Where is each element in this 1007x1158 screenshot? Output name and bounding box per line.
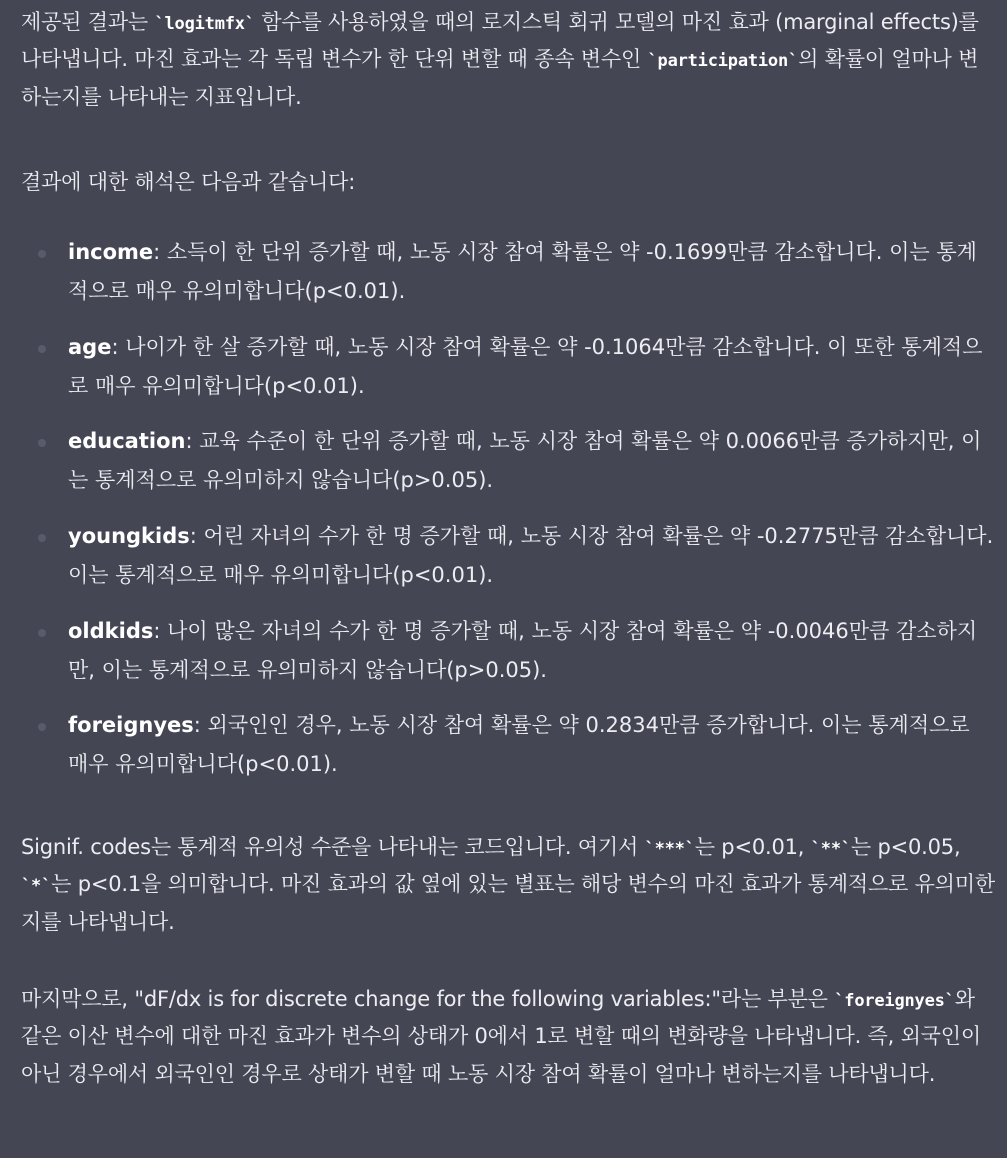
signif-codes-paragraph bbox=[21, 829, 996, 941]
intro-text-1: 제공된 결과는 bbox=[21, 10, 155, 34]
list-item-term: oldkids bbox=[68, 618, 154, 643]
list-item bbox=[21, 422, 996, 500]
list-item-term: age bbox=[68, 334, 112, 359]
bullet-icon bbox=[38, 439, 46, 447]
inline-code-three-stars: ` *** ` bbox=[645, 839, 695, 859]
signif-text-3: 는 p<0.05, bbox=[850, 835, 961, 859]
inline-code-one-star: ` * ` bbox=[21, 876, 51, 896]
list-item-text: : 교육 수준이 한 단위 증가할 때, 노동 시장 참여 확률은 약 0.0066만큼 증가하지만, 이는 통계적으로 유의미하지 않습니다(p>0.05). bbox=[68, 429, 982, 493]
final-paragraph bbox=[21, 981, 996, 1093]
list-item-term: youngkids bbox=[68, 524, 190, 549]
list-item bbox=[21, 612, 996, 690]
bullet-icon bbox=[38, 723, 46, 731]
list-item-text: : 소득이 한 단위 증가할 때, 노동 시장 참여 확률은 약 -0.1699만큼 감소합니다. 이는 통계적으로 매우 유의미합니다(p<0.01). bbox=[68, 240, 977, 303]
final-text-1: 마지막으로, "dF/dx is for discrete change for the following variables:"라는 부분은 bbox=[21, 987, 835, 1011]
list-item-term: income bbox=[68, 240, 154, 264]
signif-text-1: Signif. codes는 통계적 유의성 수준을 나타내는 코드입니다. 여기서 bbox=[21, 835, 645, 859]
list-item bbox=[21, 706, 996, 784]
list-item bbox=[21, 233, 996, 311]
intro-text-3: 의 확률이 얼마나 변하는지를 나타내는 지표입니다. bbox=[21, 47, 979, 109]
list-item-text: : 나이 많은 자녀의 수가 한 명 증가할 때, 노동 시장 참여 확률은 약 -0.0046만큼 감소하지만, 이는 통계적으로 유의미하지 않습니다(p>0.05). bbox=[68, 618, 978, 682]
list-item-term: education bbox=[68, 429, 186, 454]
list-item-text: : 어린 자녀의 수가 한 명 증가할 때, 노동 시장 참여 확률은 약 -0.2775만큼 감소합니다. 이는 통계적으로 매우 유의미합니다(p<0.01). bbox=[68, 524, 994, 587]
signif-text-2: 는 p<0.01, bbox=[694, 835, 811, 859]
bullet-icon bbox=[38, 534, 46, 542]
inline-code-participation: ` participation ` bbox=[648, 51, 799, 71]
bullet-icon bbox=[38, 345, 46, 353]
inline-code-two-stars: ` ** ` bbox=[811, 839, 851, 859]
intro-text-2: 함수를 사용하였을 때의 로지스틱 회귀 모델의 마진 효과 (marginal effects)를 나타냅니다. 마진 효과는 각 독립 변수가 한 단위 변할 때 종속 변수인 bbox=[21, 10, 979, 72]
bullet-icon bbox=[38, 250, 46, 258]
list-item-text: : 나이가 한 살 증가할 때, 노동 시장 참여 확률은 약 -0.1064만큼 감소합니다. 이 또한 통계적으로 매우 유의미합니다(p<0.01). bbox=[68, 334, 983, 398]
bullet-icon bbox=[38, 629, 46, 637]
list-item bbox=[21, 517, 996, 595]
inline-code-logitmfx: ` logitmfx ` bbox=[154, 14, 254, 34]
inline-code-foreignyes: ` foreignyes ` bbox=[834, 991, 954, 1011]
signif-text-4: 는 p<0.1을 의미합니다. 마진 효과의 값 옆에 있는 별표는 해당 변수의 마진 효과가 통계적으로 유의미한지를 나타냅니다. bbox=[21, 872, 995, 934]
list-item bbox=[21, 328, 996, 406]
interpretation-heading: 결과에 대한 해석은 다음과 같습니다: bbox=[21, 170, 356, 194]
list-item-term: foreignyes bbox=[68, 713, 194, 738]
intro-paragraph bbox=[21, 4, 996, 116]
list-item-text: : 외국인인 경우, 노동 시장 참여 확률은 약 0.2834만큼 증가합니다. 이는 통계적으로 매우 유의미합니다(p<0.01). bbox=[68, 713, 970, 777]
marginal-effects-list bbox=[21, 233, 996, 784]
final-text-2: 와 같은 이산 변수에 대한 마진 효과가 변수의 상태가 0에서 1로 변할 때의 변화량을 나타냅니다. 즉, 외국인이 아닌 경우에서 외국인인 경우로 상태가 변할 때 노동 시장 참여 확률이 얼마나 변하는지를 나타냅니다. bbox=[21, 987, 981, 1086]
